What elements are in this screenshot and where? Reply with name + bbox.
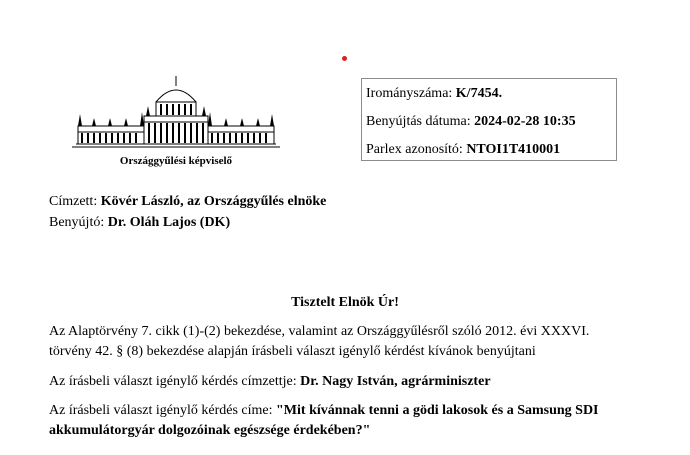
benyujto-line	[49, 215, 230, 231]
title-value-line-2: akkumulátorgyár dolgozóinak egészsége érdekében?"	[49, 423, 371, 438]
parliament-building-icon	[72, 76, 280, 152]
title-label: Az írásbeli választ igénylő kérdés címe:	[49, 403, 273, 418]
iromany-value: K/7454.	[455, 86, 503, 101]
benyujtas-row	[366, 113, 616, 141]
benyujtas-label: Benyújtás dátuma:	[366, 114, 471, 129]
iromany-row	[366, 85, 616, 113]
cimzett-line	[49, 194, 326, 210]
cimzett-label: Címzett:	[49, 194, 98, 209]
recipient-value: Dr. Nagy István, agrárminiszter	[300, 374, 491, 389]
emblem-caption: Országgyűlési képviselő	[119, 155, 233, 167]
benyujtas-value: 2024-02-28 10:35	[474, 114, 576, 129]
intro-line-2: törvény 42. § (8) bekezdése alapján írásbeli választ igénylő kérdést kívánok benyújtani	[49, 344, 536, 359]
red-marker-dot	[342, 56, 347, 61]
title-paragraph	[49, 401, 649, 441]
intro-paragraph	[49, 322, 649, 362]
parlex-row	[366, 141, 616, 169]
cimzett-value: Kövér László, az Országgyűlés elnöke	[100, 194, 327, 209]
recipient-paragraph	[49, 372, 649, 392]
benyujto-label: Benyújtó:	[49, 215, 105, 230]
greeting: Tisztelt Elnök Úr!	[291, 295, 399, 310]
title-value-line-1: "Mit kívánnak tenni a gödi lakosok és a Samsung SDI	[276, 403, 599, 418]
intro-line-1: Az Alaptörvény 7. cikk (1)-(2) bekezdése, valamint az Országgyűlésről szóló 2012. évi XXXVI.	[49, 324, 590, 339]
recipient-label: Az írásbeli választ igénylő kérdés címzettje:	[49, 374, 297, 389]
benyujto-value: Dr. Oláh Lajos (DK)	[107, 215, 231, 230]
parlex-value: NTOI1T410001	[466, 142, 561, 157]
document-meta-box	[361, 78, 617, 161]
parlex-label: Parlex azonosító:	[366, 142, 463, 157]
iromany-label: Irományszáma:	[366, 86, 453, 101]
